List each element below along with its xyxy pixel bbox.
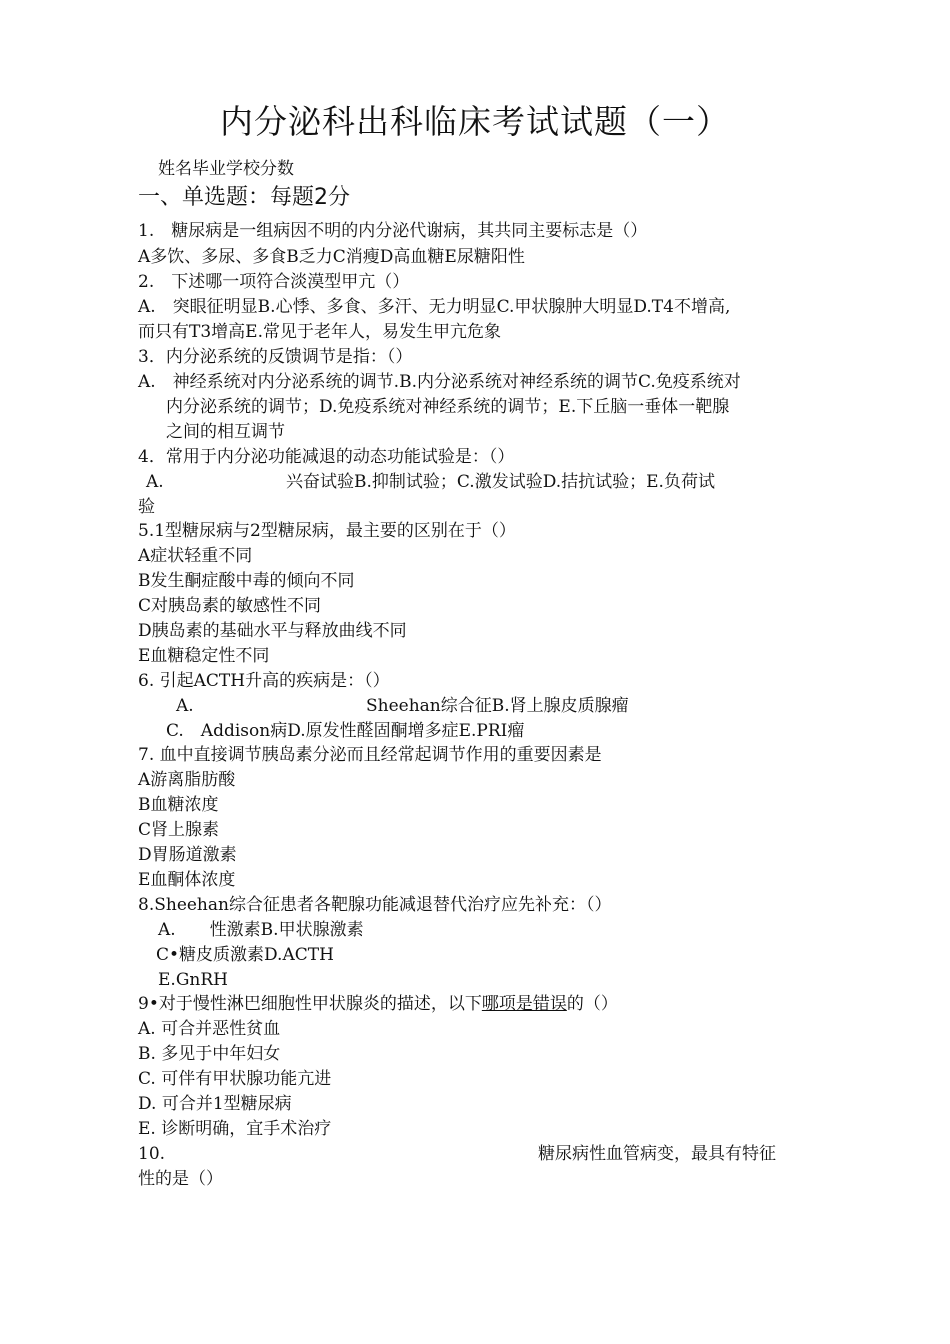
question-7-stem: 7. 血中直接调节胰岛素分泌而且经常起调节作用的重要因素是 <box>138 745 602 765</box>
question-9-option: B. 多见于中年妇女 <box>138 1044 281 1064</box>
question-4-options-tail: 验 <box>138 497 155 517</box>
question-5-option: B发生酮症酸中毒的倾向不同 <box>138 571 355 591</box>
question-4-stem: 4．常用于内分泌功能减退的动态功能试验是：（） <box>138 447 515 467</box>
student-info-line: 姓名毕业学校分数 <box>158 159 294 179</box>
question-9-option: A. 可合并恶性贫血 <box>138 1019 281 1039</box>
question-1-stem: 1. 糖尿病是一组病因不明的内分泌代谢病，其共同主要标志是（） <box>138 221 648 241</box>
question-9-option: E. 诊断明确，宜手术治疗 <box>138 1119 332 1139</box>
question-1-options: A多饮、多尿、多食B乏力C消瘦D高血糖E尿糖阳性 <box>138 247 525 267</box>
question-6-stem: 6. 引起ACTH升高的疾病是：（） <box>138 671 390 691</box>
question-5-option: C对胰岛素的敏感性不同 <box>138 596 322 616</box>
question-9-stem <box>138 993 618 1015</box>
question-6-options-cde: C. Addison病D.原发性醛固酮增多症E.PRI瘤 <box>166 721 525 741</box>
question-4-options: 兴奋试验B.抑制试验；C.激发试验D.拮抗试验；E.负荷试 <box>286 472 715 492</box>
question-6-option-a-label: A. <box>176 696 194 716</box>
question-7-option: B血糖浓度 <box>138 795 219 815</box>
question-3-options-line-1: A. 神经系统对内分泌系统的调节.B.内分泌系统对神经系统的调节C.免疫系统对 <box>138 372 741 392</box>
question-9-stem-text: 9•对于慢性淋巴细胞性甲状腺炎的描述，以下 <box>138 994 482 1014</box>
question-5-option: E血糖稳定性不同 <box>138 646 270 666</box>
question-7-option: E血酮体浓度 <box>138 870 236 890</box>
question-2-options-line-2: 而只有T3增高E.常见于老年人，易发生甲亢危象 <box>138 322 501 342</box>
question-7-option: C肾上腺素 <box>138 820 220 840</box>
question-9-stem-emphasis: 哪项是错误 <box>481 994 567 1014</box>
question-10-stem-tail: 性的是（） <box>138 1169 223 1189</box>
question-8-stem: 8.Sheehan综合征患者各靶腺功能减退替代治疗应先补充：（） <box>138 895 612 915</box>
question-5-stem: 5.1型糖尿病与2型糖尿病，最主要的区别在于（） <box>138 521 516 541</box>
question-10-number: 10. <box>138 1144 166 1164</box>
question-8-option-e: E.GnRH <box>158 970 228 990</box>
section-title: 一、单选题：每题2分 <box>138 185 350 210</box>
question-2-options-line-1: A. 突眼征明显B.心悸、多食、多汗、无力明显C.甲状腺肿大明显D.T4不增高, <box>138 297 731 317</box>
question-10-stem: 糖尿病性血管病变，最具有特征 <box>538 1144 776 1164</box>
page-title: 内分泌科出科临床考试试题（一） <box>220 102 730 141</box>
question-2-stem: 2. 下述哪一项符合淡漠型甲亢（） <box>138 272 410 292</box>
question-3-options-line-3: 之间的相互调节 <box>166 422 285 442</box>
question-4-option-a-label: A. <box>146 472 164 492</box>
question-9-option: D. 可合并1型糖尿病 <box>138 1094 292 1114</box>
question-5-option: A症状轻重不同 <box>138 546 253 566</box>
question-6-options-ab: Sheehan综合征B.肾上腺皮质腺瘤 <box>366 696 629 716</box>
question-7-option: D胃肠道激素 <box>138 845 237 865</box>
question-5-option: D胰岛素的基础水平与释放曲线不同 <box>138 621 407 641</box>
question-9-stem-end: 的（） <box>566 994 618 1014</box>
question-9-option: C. 可伴有甲状腺功能亢进 <box>138 1069 332 1089</box>
question-8-options-ab: A. 性激素B.甲状腺激素 <box>158 920 364 940</box>
question-3-stem: 3．内分泌系统的反馈调节是指：（） <box>138 347 413 367</box>
question-8-options-cd: C•糖皮质激素D.ACTH <box>156 945 334 965</box>
question-7-option: A游离脂肪酸 <box>138 770 236 790</box>
question-3-options-line-2: 内分泌系统的调节；D.免疫系统对神经系统的调节；E.下丘脑一垂体一靶腺 <box>166 397 730 417</box>
